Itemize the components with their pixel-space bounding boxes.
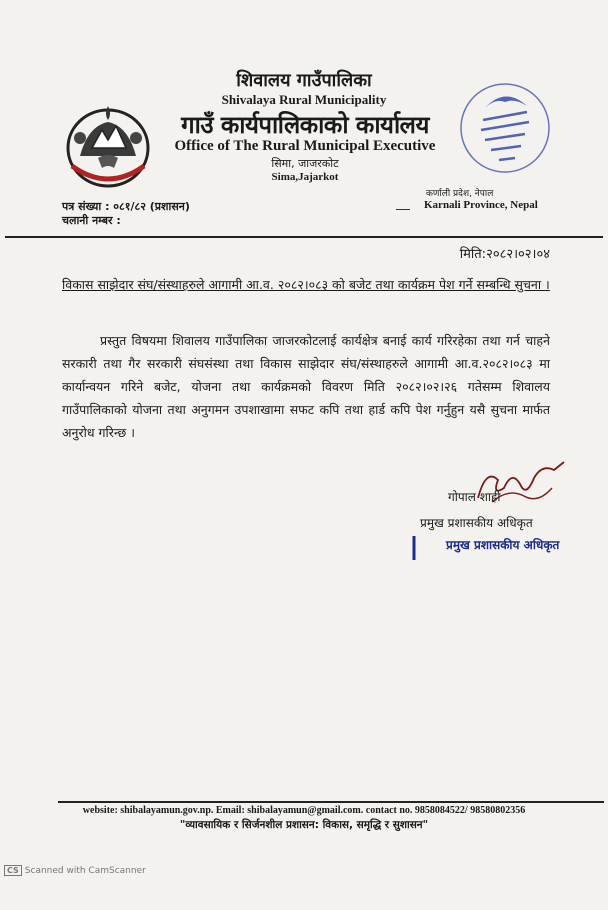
- reference-number: पत्र संख्या : ०८१/८२ (प्रशासन): [62, 200, 190, 213]
- divider-dash: [396, 209, 410, 210]
- office-name-en: Office of The Rural Municipal Executive: [174, 138, 436, 154]
- designation-stamp-text: प्रमुख प्रशासकीय अधिकृत: [446, 538, 560, 552]
- address-np: सिमा, जाजरकोट: [271, 157, 339, 170]
- municipality-name-np: शिवालय गाउँपालिका: [236, 70, 372, 91]
- province-np: कर्णाली प्रदेश, नेपाल: [426, 189, 494, 199]
- dispatch-number: चलानी नम्बर :: [62, 214, 121, 227]
- signatory-title: प्रमुख प्रशासकीय अधिकृत: [420, 516, 533, 530]
- address-en: Sima,Jajarkot: [271, 171, 339, 183]
- footer-contact: website: shibalayamun.gov.np. Email: shibalayamun@gmail.com. contact no. 9858084522/ 98580802356: [82, 805, 526, 816]
- letter-date: मिति:२०८२।०२।०४: [459, 247, 550, 262]
- province-en: Karnali Province, Nepal: [424, 199, 538, 211]
- header-rule: [5, 236, 603, 238]
- scanner-text: Scanned with CamScanner: [24, 866, 146, 876]
- scanner-watermark: [4, 865, 146, 876]
- handwritten-signature-icon: [468, 458, 568, 514]
- office-name-np: गाउँ कार्यपालिकाको कार्यालय: [181, 111, 429, 139]
- official-seal-icon: [455, 78, 555, 178]
- municipality-name-en: Shivalaya Rural Municipality: [221, 92, 387, 107]
- subject-line: [62, 274, 550, 296]
- signatory-name: गोपाल शाही: [448, 490, 501, 504]
- subject-text: विकास साझेदार संघ/संस्थाहरुले आगामी आ.व. २०८२।०८३ को बजेट तथा कार्यक्रम पेश गर्ने सम्बन्धि सुचना ।: [62, 277, 550, 292]
- footer-motto: "व्यावसायिक र सिर्जनशील प्रशासन: विकास, समृद्धि र सुशासन": [179, 819, 429, 831]
- body-paragraph: प्रस्तुत विषयमा शिवालय गाउँपालिका जाजरकोटलाई कार्यक्षेत्र बनाई कार्य गरिरहेका तथा गर्न चाहने सरकारी तथा गैर सरकारी संघसंस्था तथा विकास साझेदार संघ/संस्थाहरुले आगामी आ.व.२०८२।०८३ मा कार्यान्वयन गरिने बजेट, योजना तथा कार्यक्रमको विवरण मिति २०८२।०२।२६ गतेसम्म शिवालय गाउँपालिकाको योजना तथा अनुगमन उपशाखामा सफट कपि तथा हार्ड कपि पेश गर्नुहुन यसै सुचना मार्फत अनुरोध गरिन्छ ।: [62, 333, 550, 440]
- camscanner-icon: CS: [4, 865, 22, 876]
- footer-rule: [58, 801, 604, 803]
